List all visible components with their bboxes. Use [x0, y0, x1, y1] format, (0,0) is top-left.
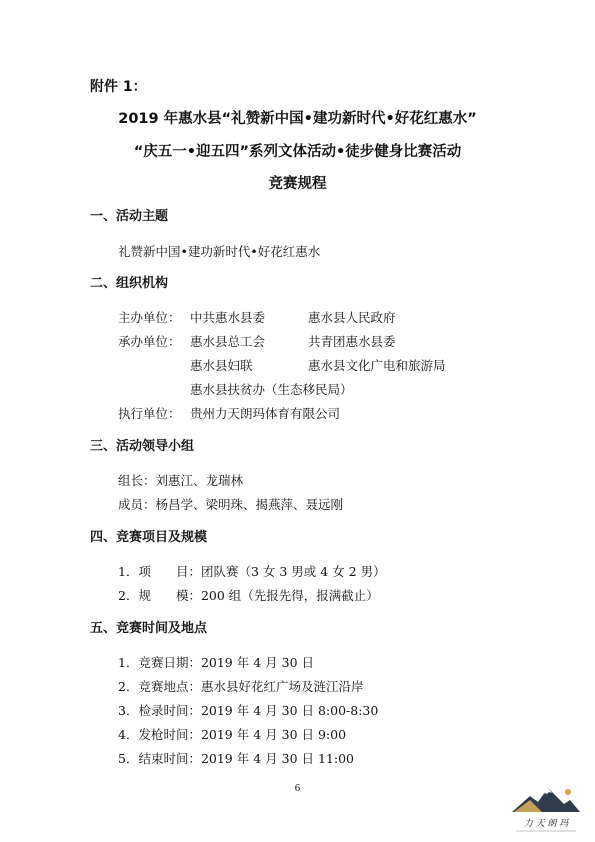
organizer-1: 惠水县总工会 [190, 334, 266, 349]
company-logo [508, 782, 584, 834]
attachment-label: 附件 1： [90, 79, 147, 95]
members-text: 成员：杨昌学、梁明珠、揭燕萍、聂远刚 [118, 497, 344, 512]
schedule-item-5: 5．结束时间：2019 年 4 月 30 日 11:00 [118, 751, 354, 766]
executor: 贵州力天朗玛体育有限公司 [190, 406, 341, 421]
schedule-item-4: 4．发枪时间：2019 年 4 月 30 日 9:00 [118, 727, 347, 742]
section-2-heading: 二、组织机构 [90, 276, 169, 291]
event-item-2: 2．规 模：200 组（先报先得，报满截止） [118, 588, 379, 603]
schedule-item-1: 1．竞赛日期：2019 年 4 月 30 日 [118, 655, 314, 670]
section-4-heading: 四、竞赛项目及规模 [90, 530, 208, 545]
svg-text:力 天 朗 玛: 力 天 朗 玛 [523, 819, 569, 829]
host-2: 惠水县人民政府 [308, 310, 396, 325]
leader-text: 组长：刘惠江、龙瑞林 [118, 473, 244, 488]
mountain-icon [508, 782, 584, 834]
schedule-item-3: 3．检录时间：2019 年 4 月 30 日 8:00-8:30 [118, 703, 379, 718]
section-1-heading: 一、活动主题 [90, 209, 169, 224]
title-line-2: “庆五一•迎五四”系列文体活动•徒步健身比赛活动 [133, 144, 462, 160]
organizer-4: 惠水县文化广电和旅游局 [308, 358, 446, 373]
organizer-label: 承办单位： [118, 334, 181, 349]
executor-label: 执行单位： [118, 406, 181, 421]
schedule-item-2: 2．竞赛地点：惠水县好花红广场及涟江沿岸 [118, 679, 364, 694]
title-line-1: 2019 年惠水县“礼赞新中国•建功新时代•好花红惠水” [118, 111, 477, 127]
organizer-2: 共青团惠水县委 [308, 334, 396, 349]
host-label: 主办单位： [118, 310, 181, 325]
page-number: 6 [294, 784, 301, 794]
organizer-5: 惠水县扶贫办（生态移民局） [190, 382, 353, 397]
event-item-1: 1．项 目：团队赛（3 女 3 男或 4 女 2 男） [118, 564, 386, 579]
organizer-3: 惠水县妇联 [190, 358, 253, 373]
theme-text: 礼赞新中国•建功新时代•好花红惠水 [118, 244, 321, 259]
title-line-3: 竞赛规程 [268, 176, 327, 192]
section-3-heading: 三、活动领导小组 [90, 439, 195, 454]
host-1: 中共惠水县委 [190, 310, 266, 325]
section-5-heading: 五、竞赛时间及地点 [90, 621, 208, 636]
